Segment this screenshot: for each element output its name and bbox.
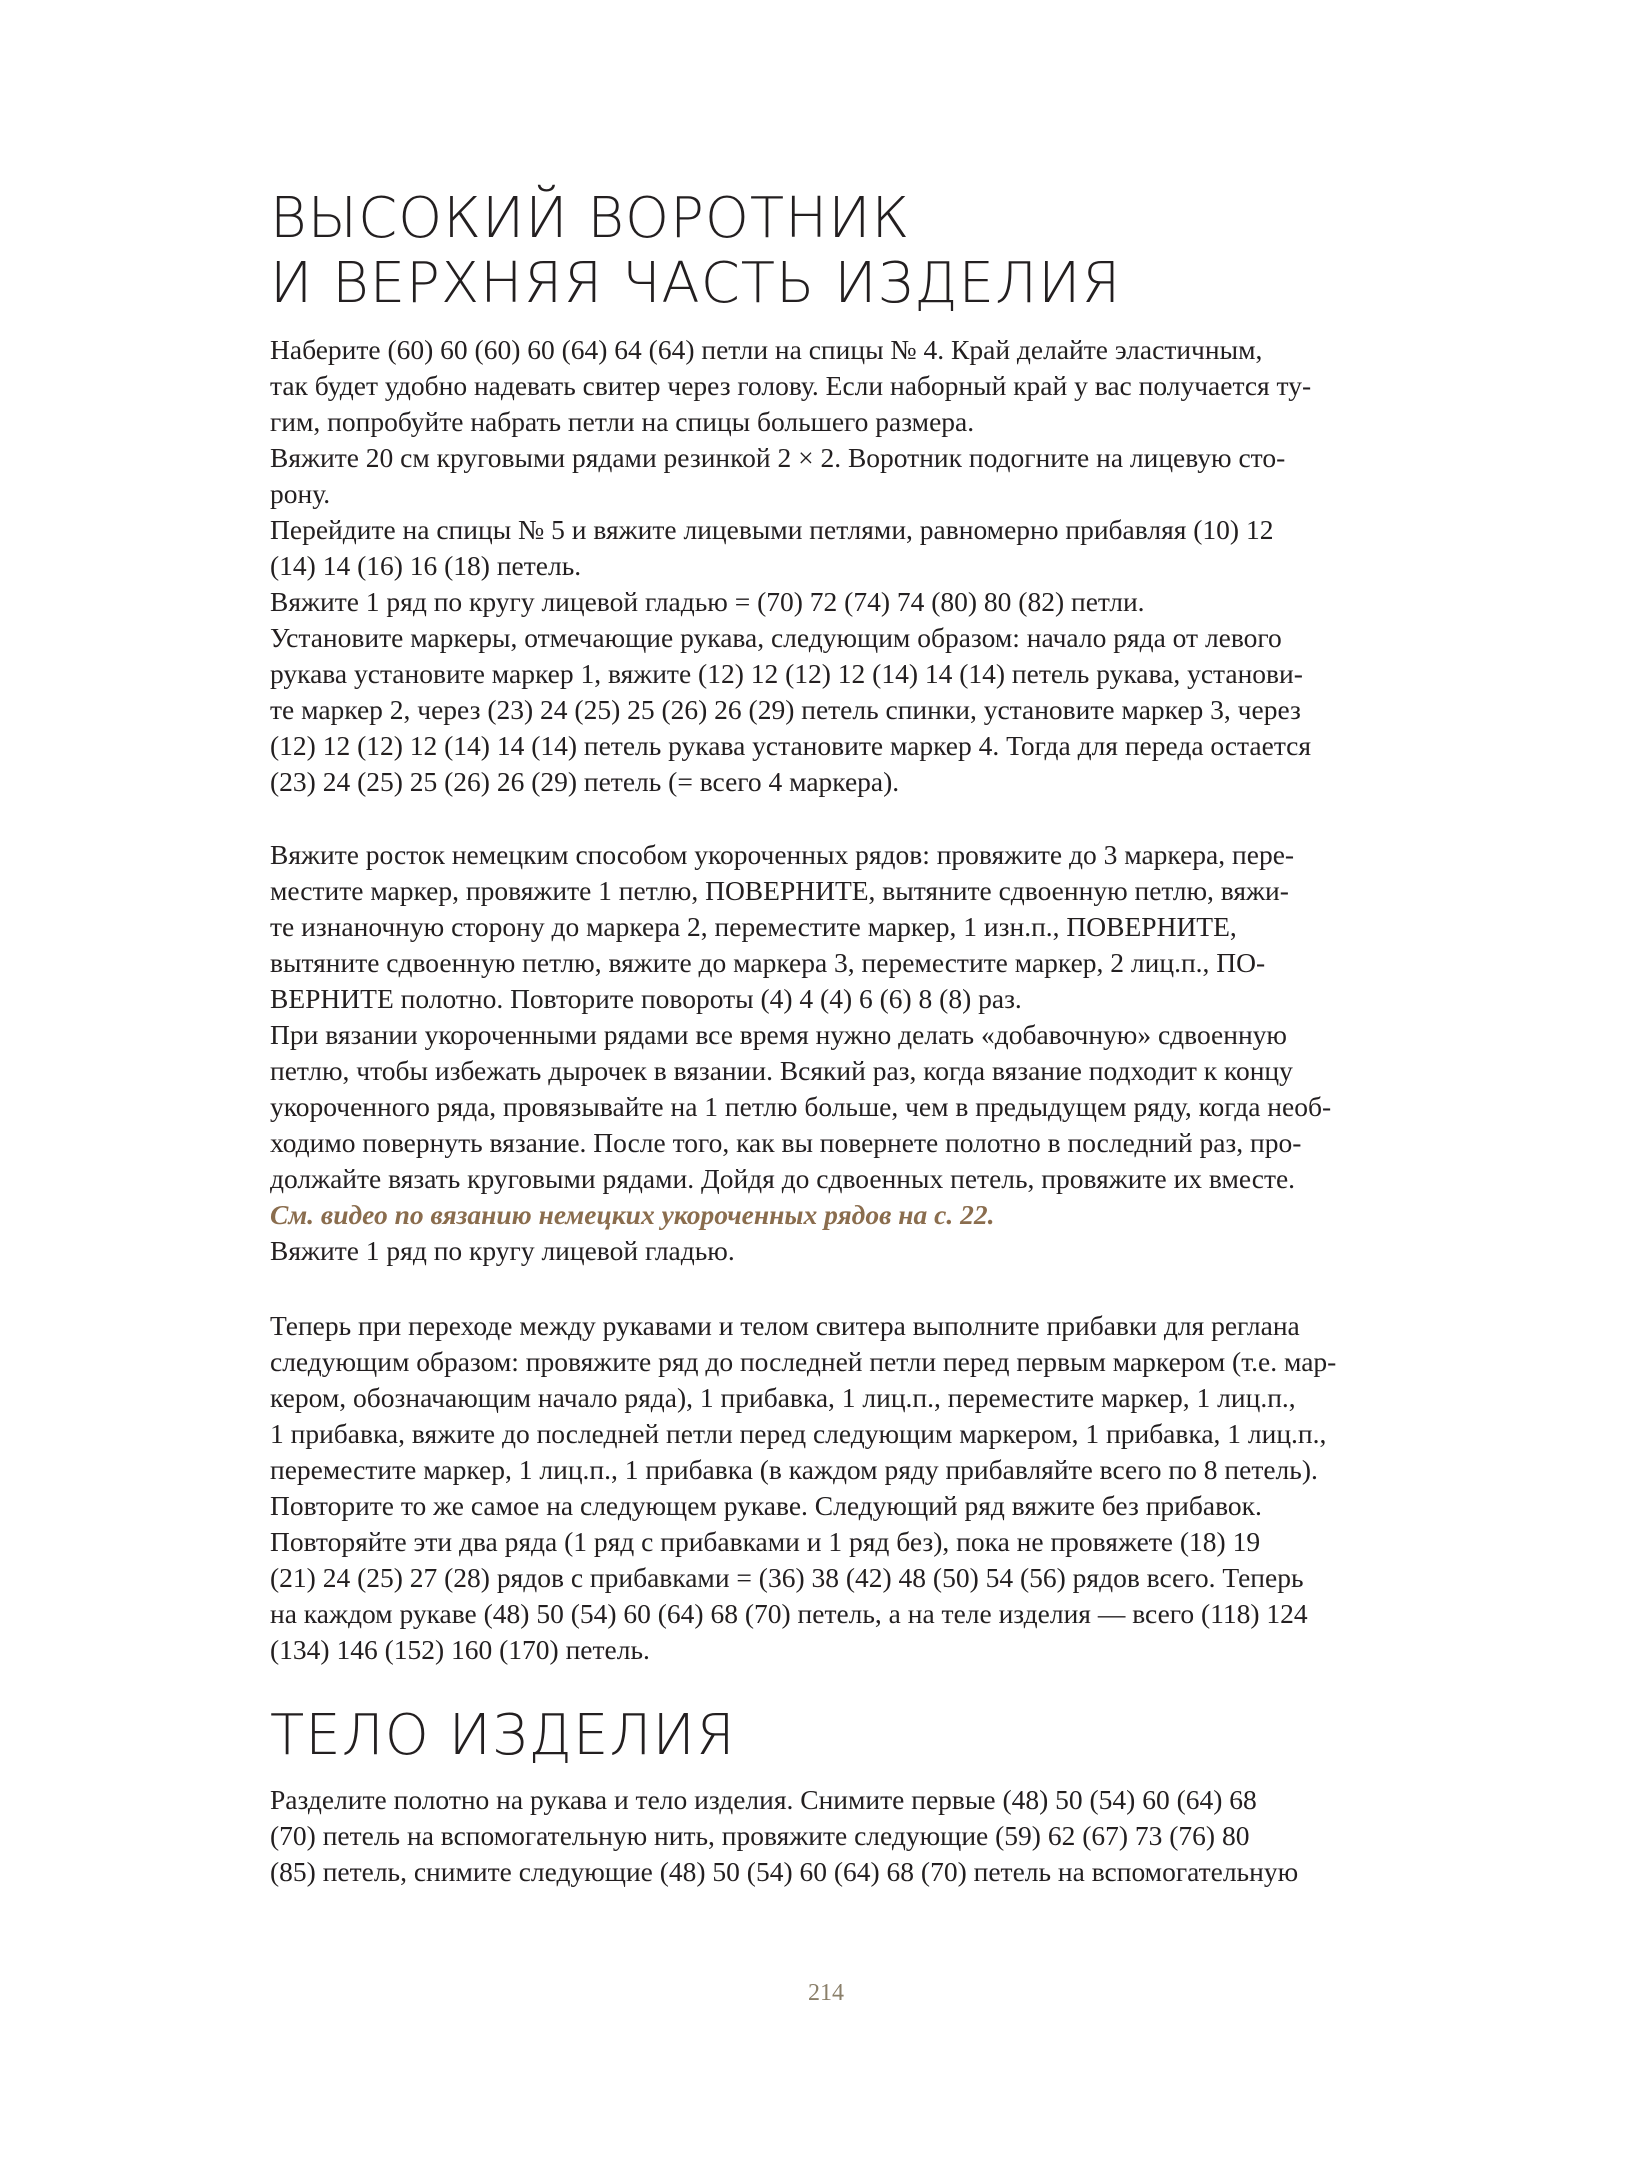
text-line: (85) петель, снимите следующие (48) 50 (54) 60 (64) 68 (70) петель на вспомогательную [270,1856,1299,1887]
text-line: укороченного ряда, провязывайте на 1 петлю больше, чем в предыдущем ряду, когда необ- [270,1091,1332,1122]
text-line: так будет удобно надевать свитер через голову. Если наборный край у вас получается ту- [270,370,1312,401]
text-line: ходимо повернуть вязание. После того, как вы повернете полотно в последний раз, про- [270,1127,1302,1158]
heading-line: И ВЕРХНЯЯ ЧАСТЬ ИЗДЕЛИЯ [270,251,1122,316]
video-reference-note: См. видео по вязанию немецких укороченных рядов на с. 22. [270,1199,995,1230]
text-line: Повторяйте эти два ряда (1 ряд с прибавками и 1 ряд без), пока не провяжете (18) 19 [270,1526,1261,1557]
text-line: рукава установите маркер 1, вяжите (12) 12 (12) 12 (14) 14 (14) петель рукава, установи- [270,658,1303,689]
text-line: (70) петель на вспомогательную нить, провяжите следующие (59) 62 (67) 73 (76) 80 [270,1820,1250,1851]
text-line: ВЕРНИТЕ полотно. Повторите повороты (4) 4 (4) 6 (6) 8 (8) раз. [270,983,1022,1014]
text-line: Вяжите 1 ряд по кругу лицевой гладью = (70) 72 (74) 74 (80) 80 (82) петли. [270,586,1145,617]
text-line: Теперь при переходе между рукавами и телом свитера выполните прибавки для реглана [270,1310,1300,1341]
text-line: кером, обозначающим начало ряда), 1 прибавка, 1 лиц.п., переместите маркер, 1 лиц.п., [270,1382,1296,1413]
text-line: Разделите полотно на рукава и тело изделия. Снимите первые (48) 50 (54) 60 (64) 68 [270,1784,1257,1815]
text-line: те изнаночную сторону до маркера 2, переместите маркер, 1 изн.п., ПОВЕРНИТЕ, [270,911,1237,942]
text-line: на каждом рукаве (48) 50 (54) 60 (64) 68 (70) петель, а на теле изделия — всего (118) 124 [270,1598,1308,1629]
text-line: Установите маркеры, отмечающие рукава, следующим образом: начало ряда от левого [270,622,1282,653]
text-line: должайте вязать круговыми рядами. Дойдя до сдвоенных петель, провяжите их вместе. [270,1163,1296,1194]
text-line: следующим образом: провяжите ряд до последней петли перед первым маркером (т.е. мар- [270,1346,1337,1377]
page-number: 214 [808,1980,844,2006]
text-line: Перейдите на спицы № 5 и вяжите лицевыми петлями, равномерно прибавляя (10) 12 [270,514,1274,545]
paragraph-short-rows [270,837,1420,1269]
text-line: местите маркер, провяжите 1 петлю, ПОВЕРНИТЕ, вытяните сдвоенную петлю, вяжи- [270,875,1289,906]
paragraph-collar-instructions [270,332,1420,800]
text-line: рону. [270,478,331,509]
text-line: Повторите то же самое на следующем рукаве. Следующий ряд вяжите без прибавок. [270,1490,1262,1521]
text-line: гим, попробуйте набрать петли на спицы большего размера. [270,406,975,437]
text-line: те маркер 2, через (23) 24 (25) 25 (26) 26 (29) петель спинки, установите маркер 3, через [270,694,1301,725]
text-line: (23) 24 (25) 25 (26) 26 (29) петель (= всего 4 маркера). [270,766,900,797]
text-line: переместите маркер, 1 лиц.п., 1 прибавка (в каждом ряду прибавляйте всего по 8 петель). [270,1454,1318,1485]
text-line: (21) 24 (25) 27 (28) рядов с прибавками = (36) 38 (42) 48 (50) 54 (56) рядов всего. Теперь [270,1562,1304,1593]
paragraph-body-instructions [270,1782,1420,1890]
text-line: Вяжите 1 ряд по кругу лицевой гладью. [270,1235,735,1266]
text-line: петлю, чтобы избежать дырочек в вязании. Всякий раз, когда вязание подходит к концу [270,1055,1293,1086]
text-line: Вяжите росток немецким способом укороченных рядов: провяжите до 3 маркера, пере- [270,839,1295,870]
text-line: 1 прибавка, вяжите до последней петли перед следующим маркером, 1 прибавка, 1 лиц.п., [270,1418,1327,1449]
section-heading-body: ТЕЛО ИЗДЕЛИЯ [270,1703,736,1768]
text-line: (12) 12 (12) 12 (14) 14 (14) петель рукава установите маркер 4. Тогда для переда остается [270,730,1312,761]
text-line: При вязании укороченными рядами все время нужно делать «добавочную» сдвоенную [270,1019,1287,1050]
heading-line: ВЫСОКИЙ ВОРОТНИК [270,186,911,251]
text-line: Вяжите 20 см круговыми рядами резинкой 2 × 2. Воротник подогните на лицевую сто- [270,442,1286,473]
paragraph-raglan-increases [270,1308,1420,1668]
section-heading-collar [270,186,1121,316]
text-line: (14) 14 (16) 16 (18) петель. [270,550,582,581]
text-line: вытяните сдвоенную петлю, вяжите до маркера 3, переместите маркер, 2 лиц.п., ПО- [270,947,1266,978]
text-line: (134) 146 (152) 160 (170) петель. [270,1634,650,1665]
text-line: Наберите (60) 60 (60) 60 (64) 64 (64) петли на спицы № 4. Край делайте эластичным, [270,334,1263,365]
